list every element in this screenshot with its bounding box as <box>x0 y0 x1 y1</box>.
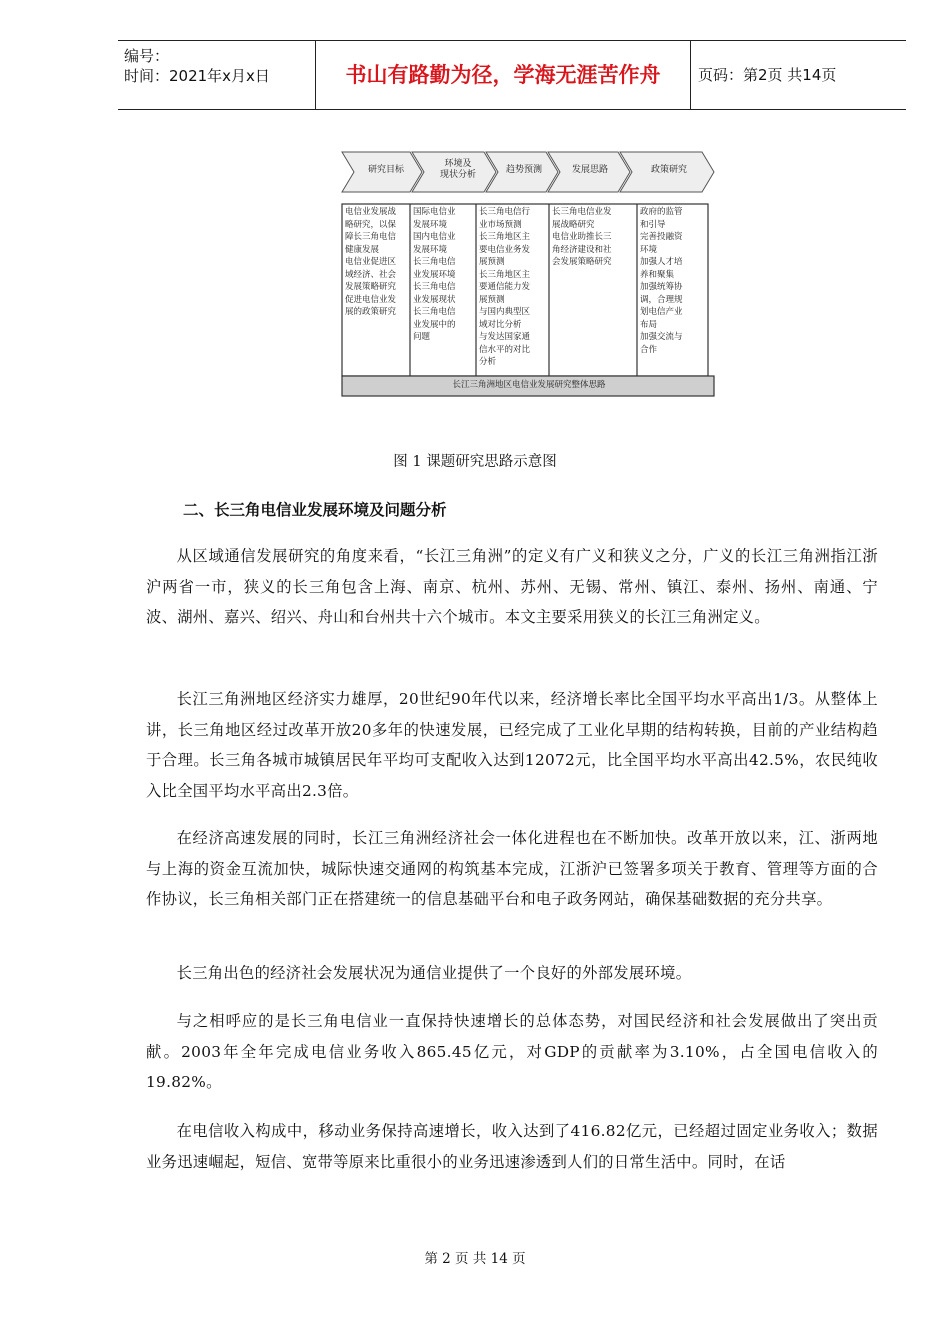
time-label: 时间：2021年x月x日 <box>124 67 270 85</box>
stage-label-5: 政策研究 <box>650 165 687 175</box>
figure-column-5: 政府的监管 和引导 完善投融资 环境 加强人才培 养和聚集 加强统筹协 调，合理规 划电信产业 布局 加强交流与 合作 <box>640 207 683 355</box>
paragraph: 从区域通信发展研究的角度来看，“长江三角洲”的定义有广义和狭义之分，广义的长江三角洲指江浙沪两省一市，狭义的长三角包含上海、南京、杭州、苏州、无锡、常州、镇江、泰州、扬州、南通、宁波、湖州、嘉兴、绍兴、舟山和台州共十六个城市。本文主要采用狭义的长江三角洲定义。 <box>146 547 878 626</box>
header-meta <box>118 41 315 109</box>
figure-column-3: 长三角电信行 业市场预测 长三角地区主 要电信业务发 展预测 长三角地区主 要通信能力发 展预测 与国内典型区 域对比分析 与发达国家通 信水平的对比 分析 <box>479 207 531 367</box>
stage-label-1: 研究目标 <box>367 165 404 175</box>
page-header <box>118 40 906 110</box>
figure-footer: 长江三角洲地区电信业发展研究整体思路 <box>452 380 606 390</box>
page-footer: 第 2 页 共 14 页 <box>424 1251 526 1267</box>
header-page-info: 页码：第2页 共14页 <box>698 66 837 84</box>
stage-label-4: 发展思路 <box>571 165 608 175</box>
figure-column-2: 国际电信业 发展环境 国内电信业 发展环境 长三角电信 业发展环境 长三角电信 业发展现状 长三角电信 业发展中的 问题 <box>413 207 456 342</box>
section-heading: 二、长三角电信业发展环境及问题分析 <box>183 501 447 519</box>
stage-label-2: 环境及 现状分析 <box>439 159 476 180</box>
number-label: 编号： <box>124 47 170 65</box>
figure-column-1: 电信业发展战 略研究，以保 障长三角电信 健康发展 电信业促进区 域经济、社会 发展策略研究 促进电信业发 展的政策研究 <box>345 207 397 317</box>
figure-caption: 图 1 课题研究思路示意图 <box>393 454 557 470</box>
paragraph: 与之相呼应的是长三角电信业一直保持快速增长的总体态势，对国民经济和社会发展做出了突出贡献。2003年全年完成电信业务收入865.45亿元，对GDP的贡献率为3.10%，占全国电信收入的19.82%。 <box>146 1012 878 1091</box>
research-flow-figure <box>336 150 716 402</box>
paragraph: 长江三角洲地区经济实力雄厚，20世纪90年代以来，经济增长率比全国平均水平高出1/3。从整体上讲，长三角地区经过改革开放20多年的快速发展，已经完成了工业化早期的结构转换，目前的产业结构趋于合理。长三角各城市城镇居民年平均可支配收入达到12072元，比全国平均水平高出42.5%，农民纯收入比全国平均水平高出2.3倍。 <box>146 690 878 800</box>
paragraph: 在电信收入构成中，移动业务保持高速增长，收入达到了416.82亿元，已经超过固定业务收入；数据业务迅速崛起，短信、宽带等原来比重很小的业务迅速渗透到人们的日常生活中。同时，在话 <box>146 1122 878 1171</box>
stage-label-3: 趋势预测 <box>505 165 542 175</box>
figure-column-4: 长三角电信业发 展战略研究 电信业助推长三 角经济建设和社 会发展策略研究 <box>552 207 612 267</box>
paragraph: 长三角出色的经济社会发展状况为通信业提供了一个良好的外部发展环境。 <box>176 964 692 982</box>
header-motto: 书山有路勤为径，学海无涯苦作舟 <box>315 41 691 109</box>
paragraph: 在经济高速发展的同时，长江三角洲经济社会一体化进程也在不断加快。改革开放以来，江、浙两地与上海的资金互流加快，城际快速交通网的构筑基本完成，江浙沪已签署多项关于教育、管理等方面的合作协议，长三角相关部门正在搭建统一的信息基础平台和电子政务网站，确保基础数据的充分共享。 <box>146 829 878 908</box>
